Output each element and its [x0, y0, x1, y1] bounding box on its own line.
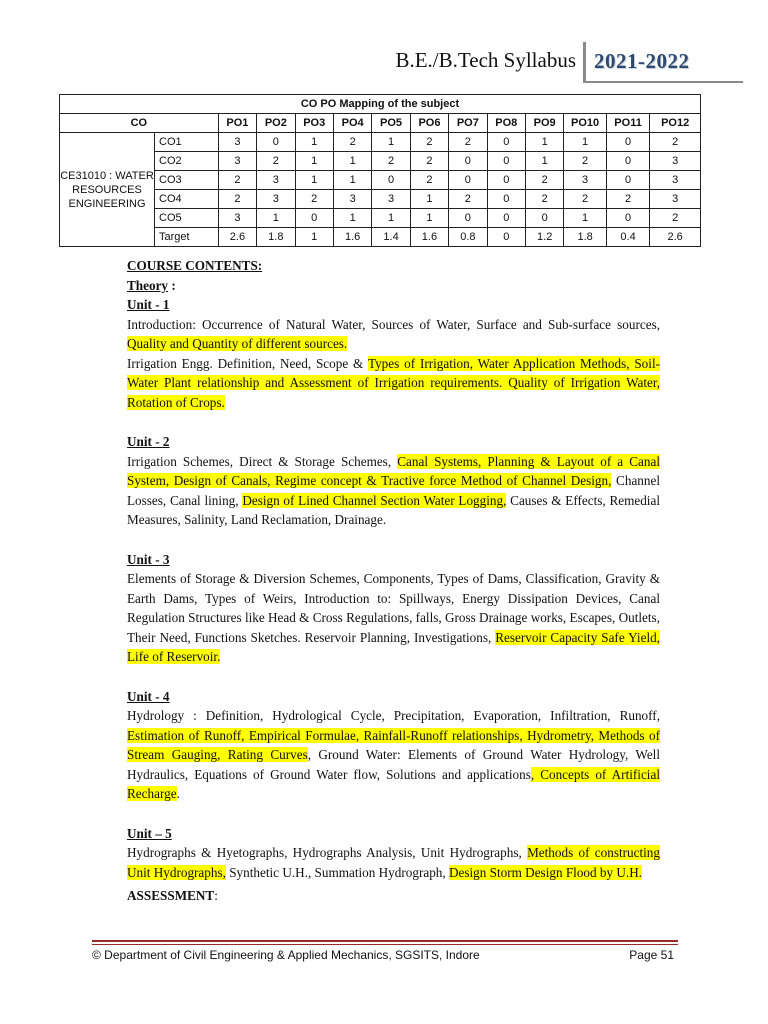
unit-paragraph	[127, 452, 660, 530]
unit-section	[127, 550, 660, 667]
unit-paragraph	[127, 706, 660, 804]
table-cell: 2	[218, 171, 256, 190]
footer-copyright: © Department of Civil Engineering & Applied Mechanics, SGSITS, Indore	[92, 948, 480, 962]
column-header: PO5	[372, 114, 410, 133]
body-text: Hydrographs & Hyetographs, Hydrographs Analysis, Unit Hydrographs,	[127, 845, 528, 860]
table-cell: 1	[525, 152, 563, 171]
table-cell: 2	[333, 133, 371, 152]
table-cell: 1.4	[372, 228, 410, 247]
academic-year: 2021-2022	[594, 49, 690, 73]
table-cell: 0	[487, 228, 525, 247]
table-header-row	[60, 114, 701, 133]
unit-title: Unit - 3	[127, 551, 170, 567]
table-cell: 0	[449, 171, 487, 190]
table-cell: 1	[564, 133, 606, 152]
column-header: PO4	[333, 114, 371, 133]
table-cell: 3	[650, 190, 701, 209]
table-cell: 2	[564, 190, 606, 209]
table-cell: 0	[606, 152, 649, 171]
table-cell: 2	[525, 190, 563, 209]
table-cell: 2	[410, 152, 448, 171]
table-cell: 1	[372, 133, 410, 152]
table-cell: 2.6	[218, 228, 256, 247]
table-cell: 0	[606, 171, 649, 190]
table-cell: 1.8	[564, 228, 606, 247]
table-cell: 3	[372, 190, 410, 209]
course-contents-heading: COURSE CONTENTS:	[127, 258, 263, 273]
table-cell: 0	[525, 209, 563, 228]
assessment-colon: :	[214, 888, 218, 903]
column-header: PO6	[410, 114, 448, 133]
units-list	[127, 295, 660, 882]
assessment-heading: ASSESSMENT	[127, 888, 215, 903]
table-cell: 2	[257, 152, 295, 171]
table-cell: 1.8	[257, 228, 295, 247]
table-cell: 2.6	[650, 228, 701, 247]
table-cell: 0	[372, 171, 410, 190]
table-row	[60, 152, 701, 171]
body-text: , Ground Water: Elements of Ground Water Hydrology, Well Hydraulics, Equations of Ground Water flow, Solutions and applications	[127, 747, 660, 782]
unit-spacer	[127, 667, 660, 687]
table-cell: 3	[333, 190, 371, 209]
page-header	[0, 40, 768, 86]
unit-paragraph	[127, 315, 660, 354]
unit-title: Unit - 2	[127, 434, 170, 449]
table-cell: 3	[218, 152, 256, 171]
table-cell: 1.6	[410, 228, 448, 247]
highlighted-text: Design Storm Design Flood by U.H.	[448, 864, 643, 880]
co-label-cell: CO3	[155, 171, 219, 190]
body-text: Hydrology : Definition, Hydrological Cycle, Precipitation, Evaporation, Infiltration, Runoff,	[127, 708, 660, 723]
table-cell: 2	[564, 152, 606, 171]
body-text: Channel Losses, Canal lining,	[127, 473, 660, 508]
unit-section	[127, 432, 660, 530]
column-header: PO12	[650, 114, 701, 133]
table-cell: 3	[257, 171, 295, 190]
table-caption: CO PO Mapping of the subject	[60, 95, 701, 114]
unit-section	[127, 824, 660, 883]
highlighted-text: Quality and Quantity of different sources.	[127, 336, 348, 351]
co-label-cell: CO4	[155, 190, 219, 209]
table-cell: 2	[372, 152, 410, 171]
body-text: Irrigation Schemes, Direct & Storage Schemes,	[127, 453, 398, 469]
footer-rule-thick	[92, 940, 678, 942]
unit-paragraph	[127, 843, 660, 882]
table-cell: 0.8	[449, 228, 487, 247]
course-contents	[127, 256, 660, 906]
header-underline	[583, 81, 743, 83]
column-header: PO7	[449, 114, 487, 133]
table-cell: 1	[372, 209, 410, 228]
table-cell: 2	[650, 209, 701, 228]
table-cell: 0	[449, 152, 487, 171]
highlighted-text: Reservoir Capacity Safe Yield, Life of Reservoir.	[127, 629, 660, 664]
column-header: PO2	[257, 114, 295, 133]
highlighted-text: Canal Systems, Planning & Layout of a Canal System, Design of Canals, Regime concept & Tractive force Method of Channel Design,	[127, 453, 661, 488]
unit-section	[127, 687, 660, 804]
column-header: PO9	[525, 114, 563, 133]
theory-heading: Theory	[127, 277, 169, 293]
body-text: Causes & Effects, Remedial Measures, Salinity, Land Reclamation, Drainage.	[127, 492, 660, 527]
unit-title: Unit - 4	[127, 688, 170, 704]
body-text: Synthetic U.H., Summation Hydrograph,	[225, 864, 449, 880]
table-cell: 1	[333, 152, 371, 171]
table-cell: 1	[410, 190, 448, 209]
unit-spacer	[127, 530, 660, 550]
table-row	[60, 133, 701, 152]
table-cell: 1	[295, 171, 333, 190]
table-cell: 0	[606, 133, 649, 152]
table-cell: 1	[333, 209, 371, 228]
subject-code-cell: CE31010 : WATER RESOURCES ENGINEERING	[60, 133, 155, 247]
table-cell: 2	[650, 133, 701, 152]
table-cell: 3	[257, 190, 295, 209]
table-cell: 1	[564, 209, 606, 228]
table-cell: 0	[487, 152, 525, 171]
table-cell: 1	[525, 133, 563, 152]
unit-section	[127, 295, 660, 412]
table-cell: 2	[449, 133, 487, 152]
body-text: Irrigation Engg. Definition, Need, Scope &	[127, 355, 368, 371]
table-cell: 2	[449, 190, 487, 209]
table-cell: 3	[218, 209, 256, 228]
column-header: PO8	[487, 114, 525, 133]
header-divider	[583, 42, 586, 82]
unit-title: Unit - 1	[127, 297, 170, 312]
highlighted-text: Types of Irrigation, Water Application Methods, Soil-Water Plant relationship and Assessment of Irrigation requirements. Quality of Irrigation Water, Rotation of Crops.	[127, 355, 660, 410]
table-cell: 2	[410, 133, 448, 152]
table-cell: 2	[525, 171, 563, 190]
table-cell: 1	[257, 209, 295, 228]
table-cell: 3	[650, 171, 701, 190]
body-text: Elements of Storage & Diversion Schemes, Components, Types of Dams, Classification, Gravity & Earth Dams, Types of Weirs, Introduction to: Spillways, Energy Dissipation Devices, Canal Regulation Structures like Head & Cross Regulations, falls, Gross Drainage works, Escapes, Outlets, Their Need, Functions Sketches. Reservoir Planning, Investigations,	[127, 571, 660, 645]
column-header: PO1	[218, 114, 256, 133]
table-cell: 2	[410, 171, 448, 190]
table-cell: 2	[218, 190, 256, 209]
table-cell: 0	[449, 209, 487, 228]
table-cell: 0	[487, 209, 525, 228]
table-row	[60, 171, 701, 190]
table-cell: 1	[295, 133, 333, 152]
co-po-mapping-table	[59, 94, 701, 247]
table-cell: 0	[295, 209, 333, 228]
co-label-cell: CO5	[155, 209, 219, 228]
unit-spacer	[127, 412, 660, 432]
page-number: Page 51	[629, 948, 674, 962]
table-cell: 1.6	[333, 228, 371, 247]
table-row	[60, 209, 701, 228]
unit-paragraph	[127, 569, 660, 667]
column-header: CO	[60, 114, 219, 133]
table-cell: 0	[487, 133, 525, 152]
highlighted-text: Design of Lined Channel Section Water Logging,	[242, 492, 507, 508]
column-header: PO10	[564, 114, 606, 133]
footer-rule-thin	[92, 944, 678, 945]
highlighted-text: Estimation of Runoff, Empirical Formulae, Rainfall-Runoff relationships, Hydrometry, Methods of Stream Gauging, Rating Curves	[127, 727, 660, 762]
table-cell: 0.4	[606, 228, 649, 247]
highlighted-text: Methods of constructing Unit Hydrographs,	[127, 845, 660, 880]
co-label-cell: CO1	[155, 133, 219, 152]
table-cell: 3	[218, 133, 256, 152]
table-cell: 1	[333, 171, 371, 190]
table-cell: 2	[295, 190, 333, 209]
table-cell: 2	[606, 190, 649, 209]
table-cell: 1	[410, 209, 448, 228]
table-cell: 0	[257, 133, 295, 152]
unit-paragraph	[127, 354, 660, 413]
table-row	[60, 228, 701, 247]
body-text: .	[176, 786, 180, 801]
table-cell: 3	[564, 171, 606, 190]
table-cell: 1.2	[525, 228, 563, 247]
table-cell: 1	[295, 152, 333, 171]
syllabus-title: B.E./B.Tech Syllabus	[395, 48, 576, 72]
theory-colon: :	[168, 277, 176, 293]
column-header: PO11	[606, 114, 649, 133]
table-cell: 0	[487, 171, 525, 190]
co-label-cell: Target	[155, 228, 219, 247]
table-cell: 1	[295, 228, 333, 247]
table-cell: 0	[487, 190, 525, 209]
table-cell: 3	[650, 152, 701, 171]
body-text: Introduction: Occurrence of Natural Water, Sources of Water, Surface and Sub-surface sources,	[127, 316, 660, 332]
unit-spacer	[127, 804, 660, 824]
highlighted-text: , Concepts of Artificial Recharge	[127, 766, 660, 801]
table-row	[60, 190, 701, 209]
column-header: PO3	[295, 114, 333, 133]
co-label-cell: CO2	[155, 152, 219, 171]
unit-title: Unit – 5	[127, 825, 172, 841]
table-cell: 0	[606, 209, 649, 228]
